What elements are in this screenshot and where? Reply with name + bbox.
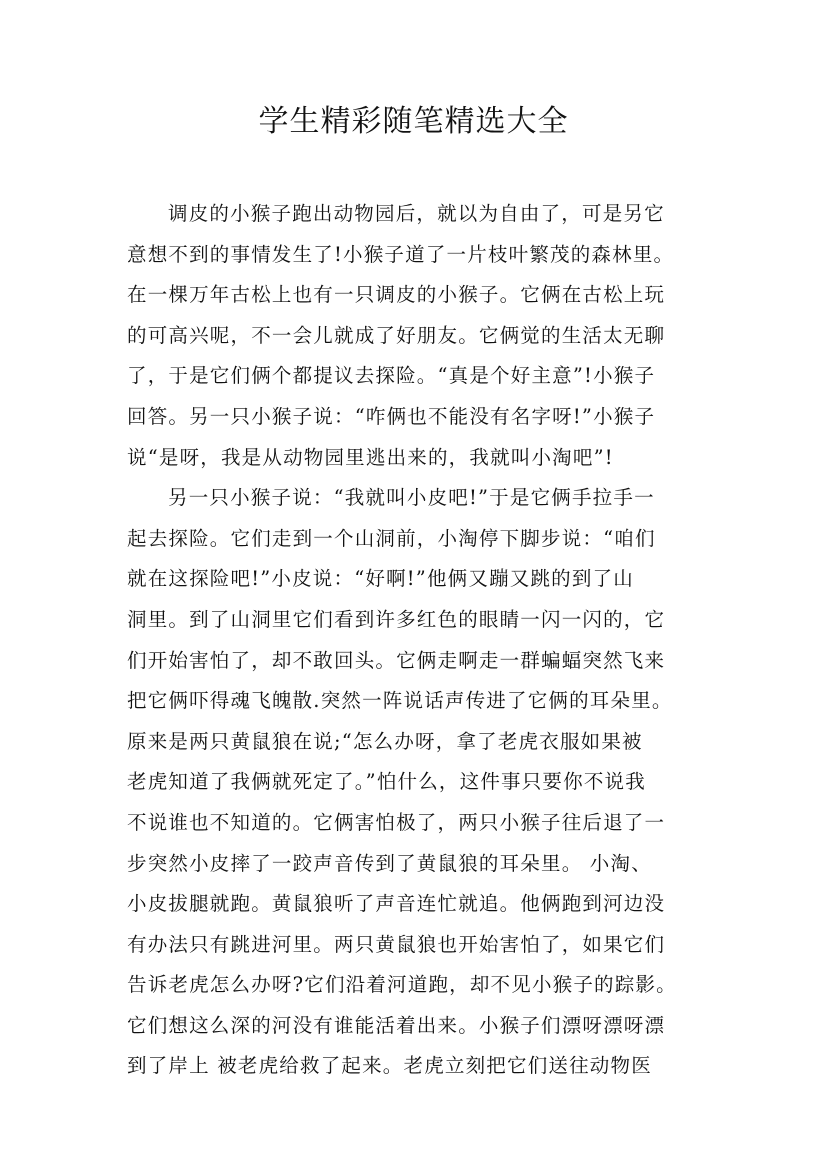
text-line: 就在这探险吧!”小皮说：“好啊!”他俩又蹦又跳的到了山 [127, 567, 634, 591]
text-line: 另一只小猴子说：“我就叫小皮吧!”于是它俩手拉手一 [168, 486, 655, 510]
text-line: 到了岸上 被老虎给救了起来。老虎立刻把它们送往动物医 [127, 1054, 652, 1078]
text-line: 告诉老虎怎么办呀?它们沿着河道跑，却不见小猴子的踪影。 [127, 973, 677, 997]
text-line: 的可高兴呢，不一会儿就成了好朋友。它俩觉的生活太无聊 [127, 323, 666, 347]
text-line: 它们想这么深的河没有谁能活着出来。小猴子们漂呀漂呀漂 [127, 1013, 666, 1037]
text-line: 不说谁也不知道的。它俩害怕极了，两只小猴子往后退了一 [127, 810, 666, 834]
text-line: 小皮拔腿就跑。黄鼠狼听了声音连忙就追。他俩跑到河边没 [127, 892, 666, 916]
text-line: 回答。另一只小猴子说：“咋俩也不能没有名字呀!”小猴子 [127, 404, 656, 428]
text-line: 调皮的小猴子跑出动物园后，就以为自由了，可是另它 [168, 202, 665, 225]
text-line: 把它俩吓得魂飞魄散.突然一阵说话声传进了它俩的耳朵里。 [127, 689, 673, 713]
text-line: 说“是呀，我是从动物园里逃出来的，我就叫小淘吧”! [127, 445, 614, 469]
text-line: 原来是两只黄鼠狼在说;“怎么办呀，拿了老虎衣服如果被 [127, 729, 643, 753]
text-line: 有办法只有跳进河里。两只黄鼠狼也开始害怕了，如果它们 [127, 932, 666, 956]
text-line: 在一棵万年古松上也有一只调皮的小猴子。它俩在古松上玩 [127, 283, 666, 307]
document-title: 学生精彩随笔精选大全 [258, 104, 569, 139]
text-line: 起去探险。它们走到一个山洞前，小淘停下脚步说：“咱们 [127, 526, 656, 550]
text-line: 了，于是它们俩个都提议去探险。“真是个好主意”!小猴子 [127, 364, 656, 388]
text-line: 步突然小皮摔了一跤声音传到了黄鼠狼的耳朵里。 小淘、 [127, 851, 652, 875]
text-line: 意想不到的事情发生了!小猴子道了一片枝叶繁茂的森林里。 [127, 242, 675, 266]
text-line: 洞里。到了山洞里它们看到许多红色的眼睛一闪一闪的，它 [127, 607, 666, 631]
text-line: 们开始害怕了，却不敢回头。它俩走啊走一群蝙蝠突然飞来 [127, 648, 666, 672]
text-line: 老虎知道了我俩就死定了。”怕什么，这件事只要你不说我 [127, 770, 646, 794]
document-body [127, 194, 707, 1087]
